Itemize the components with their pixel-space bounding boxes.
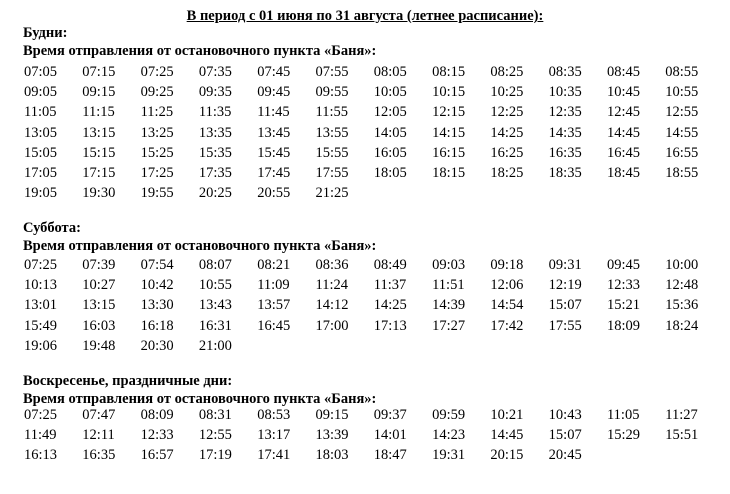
departure-time: 16:35 (82, 447, 116, 464)
departure-time: 12:55 (198, 427, 232, 444)
departure-time: 09:55 (315, 84, 349, 101)
departure-time: 10:55 (665, 84, 699, 101)
departure-time: 12:06 (490, 277, 524, 294)
weekdays-stop-label: Время отправления от остановочного пункта «Баня»: (23, 43, 377, 59)
departure-time: 14:54 (490, 297, 524, 314)
departure-time: 13:55 (315, 124, 349, 141)
departure-time: 11:05 (606, 407, 640, 424)
departure-time: 13:45 (257, 124, 291, 141)
departure-time: 13:15 (82, 297, 116, 314)
departure-time: 17:27 (432, 317, 466, 334)
departure-time: 12:33 (140, 427, 174, 444)
time-row (24, 82, 724, 102)
departure-time: 11:49 (24, 427, 57, 444)
departure-time: 17:41 (257, 447, 291, 464)
departure-time: 09:35 (198, 84, 232, 101)
departure-time: 13:25 (140, 124, 174, 141)
departure-time: 11:15 (82, 104, 115, 121)
departure-time: 09:59 (432, 407, 466, 424)
departure-time: 11:51 (432, 277, 465, 294)
departure-time: 11:35 (198, 104, 232, 121)
departure-time: 20:55 (257, 185, 291, 202)
departure-time: 08:07 (198, 257, 232, 274)
departure-time: 17:55 (315, 165, 349, 182)
departure-time: 18:55 (665, 165, 699, 182)
departure-time: 13:01 (24, 297, 58, 314)
departure-time: 12:15 (432, 104, 466, 121)
departure-time: 15:21 (606, 297, 640, 314)
departure-time: 20:45 (548, 447, 582, 464)
departure-time: 08:49 (373, 257, 407, 274)
departure-time: 21:25 (315, 185, 349, 202)
departure-time: 18:09 (606, 317, 640, 334)
departure-time: 09:03 (432, 257, 466, 274)
time-row (24, 445, 724, 465)
departure-time: 18:03 (315, 447, 349, 464)
departure-time: 16:03 (82, 317, 116, 334)
departure-time: 21:00 (198, 337, 232, 354)
departure-time: 13:57 (257, 297, 291, 314)
departure-time: 10:27 (82, 277, 116, 294)
departure-time: 10:21 (490, 407, 524, 424)
departure-time: 10:05 (373, 84, 407, 101)
departure-time: 13:15 (82, 124, 116, 141)
departure-time: 16:35 (548, 144, 582, 161)
departure-time: 08:15 (432, 64, 466, 81)
time-row (24, 316, 724, 336)
time-row (24, 405, 724, 425)
departure-time: 19:30 (82, 185, 116, 202)
time-row (24, 143, 724, 163)
departure-time: 18:25 (490, 165, 524, 182)
departure-time: 07:54 (140, 257, 174, 274)
departure-time: 07:39 (82, 257, 116, 274)
departure-time: 12:55 (665, 104, 699, 121)
departure-time: 13:30 (140, 297, 174, 314)
departure-time: 16:45 (257, 317, 291, 334)
departure-time: 19:55 (140, 185, 174, 202)
departure-time: 15:05 (24, 144, 58, 161)
departure-time: 09:37 (373, 407, 407, 424)
departure-time: 11:09 (257, 277, 290, 294)
departure-time: 18:15 (432, 165, 466, 182)
departure-time: 16:18 (140, 317, 174, 334)
departure-time: 13:05 (24, 124, 58, 141)
departure-time: 07:47 (82, 407, 116, 424)
departure-time: 10:15 (432, 84, 466, 101)
departure-time: 20:30 (140, 337, 174, 354)
time-row (24, 62, 724, 82)
departure-time: 15:07 (548, 427, 582, 444)
departure-time: 12:35 (548, 104, 582, 121)
departure-time: 09:15 (315, 407, 349, 424)
saturday-stop-label: Время отправления от остановочного пункта «Баня»: (23, 238, 377, 254)
departure-time: 14:39 (432, 297, 466, 314)
departure-time: 08:21 (257, 257, 291, 274)
departure-time: 15:07 (548, 297, 582, 314)
departure-time: 15:51 (665, 427, 699, 444)
departure-time: 16:45 (606, 144, 640, 161)
departure-time: 15:36 (665, 297, 699, 314)
departure-time: 07:55 (315, 64, 349, 81)
departure-time: 08:25 (490, 64, 524, 81)
departure-time: 17:35 (198, 165, 232, 182)
departure-time: 08:45 (606, 64, 640, 81)
departure-time: 07:35 (198, 64, 232, 81)
time-row (24, 275, 724, 295)
departure-time: 08:09 (140, 407, 174, 424)
departure-time: 09:15 (82, 84, 116, 101)
departure-time: 14:55 (665, 124, 699, 141)
departure-time: 17:45 (257, 165, 291, 182)
departure-time: 15:35 (198, 144, 232, 161)
departure-time: 13:35 (198, 124, 232, 141)
departure-time: 17:00 (315, 317, 349, 334)
time-row (24, 255, 724, 275)
departure-time: 15:29 (606, 427, 640, 444)
time-row (24, 295, 724, 315)
departure-time: 10:00 (665, 257, 699, 274)
departure-time: 14:23 (432, 427, 466, 444)
departure-time: 16:05 (373, 144, 407, 161)
departure-time: 15:55 (315, 144, 349, 161)
departure-time: 10:55 (198, 277, 232, 294)
sunday-holidays-stop-label: Время отправления от остановочного пункта «Баня»: (23, 391, 377, 407)
departure-time: 15:49 (24, 317, 58, 334)
departure-time: 10:42 (140, 277, 174, 294)
departure-time: 14:45 (606, 124, 640, 141)
departure-time: 12:25 (490, 104, 524, 121)
time-row (24, 425, 724, 445)
saturday-heading: Суббота: (23, 220, 81, 236)
departure-time: 12:48 (665, 277, 699, 294)
departure-time: 11:05 (24, 104, 57, 121)
departure-time: 09:45 (606, 257, 640, 274)
departure-time: 19:06 (24, 337, 58, 354)
departure-time: 10:35 (548, 84, 582, 101)
departure-time: 08:05 (373, 64, 407, 81)
departure-time: 12:33 (606, 277, 640, 294)
departure-time: 11:25 (140, 104, 174, 121)
departure-time: 08:55 (665, 64, 699, 81)
departure-time: 16:57 (140, 447, 174, 464)
departure-time: 18:05 (373, 165, 407, 182)
departure-time: 07:05 (24, 64, 58, 81)
departure-time: 09:45 (257, 84, 291, 101)
departure-time: 15:45 (257, 144, 291, 161)
departure-time: 14:01 (373, 427, 407, 444)
departure-time: 09:31 (548, 257, 582, 274)
departure-time: 14:15 (432, 124, 466, 141)
departure-time: 12:45 (606, 104, 640, 121)
departure-time: 16:13 (24, 447, 58, 464)
departure-time: 18:24 (665, 317, 699, 334)
departure-time: 14:45 (490, 427, 524, 444)
departure-time: 07:25 (140, 64, 174, 81)
weekdays-heading: Будни: (23, 25, 68, 41)
departure-time: 07:25 (24, 257, 58, 274)
departure-time: 16:25 (490, 144, 524, 161)
departure-time: 07:15 (82, 64, 116, 81)
page-title: В период с 01 июня по 31 августа (летнее расписание): (186, 8, 544, 24)
departure-time: 15:25 (140, 144, 174, 161)
departure-time: 19:31 (432, 447, 466, 464)
departure-time: 11:45 (257, 104, 290, 121)
departure-time: 08:35 (548, 64, 582, 81)
departure-time: 10:25 (490, 84, 524, 101)
sunday-holidays-heading: Воскресенье, праздничные дни: (23, 373, 233, 389)
departure-time: 07:45 (257, 64, 291, 81)
departure-time: 16:55 (665, 144, 699, 161)
departure-time: 17:55 (548, 317, 582, 334)
departure-time: 17:25 (140, 165, 174, 182)
departure-time: 17:13 (373, 317, 407, 334)
departure-time: 10:45 (606, 84, 640, 101)
time-row (24, 336, 724, 356)
departure-time: 11:24 (315, 277, 348, 294)
departure-time: 14:05 (373, 124, 407, 141)
sunday-holidays-times-table (24, 405, 724, 466)
departure-time: 16:15 (432, 144, 466, 161)
time-row (24, 123, 724, 143)
time-row (24, 163, 724, 183)
departure-time: 08:53 (257, 407, 291, 424)
saturday-times-table (24, 255, 724, 356)
time-row (24, 102, 724, 122)
departure-time: 11:37 (373, 277, 407, 294)
departure-time: 18:47 (373, 447, 407, 464)
departure-time: 12:11 (82, 427, 115, 444)
departure-time: 10:13 (24, 277, 58, 294)
departure-time: 19:48 (82, 337, 116, 354)
departure-time: 14:35 (548, 124, 582, 141)
departure-time: 12:19 (548, 277, 582, 294)
departure-time: 14:25 (373, 297, 407, 314)
departure-time: 08:31 (198, 407, 232, 424)
departure-time: 15:15 (82, 144, 116, 161)
departure-time: 14:25 (490, 124, 524, 141)
departure-time: 07:25 (24, 407, 58, 424)
departure-time: 09:25 (140, 84, 174, 101)
departure-time: 09:05 (24, 84, 58, 101)
departure-time: 12:05 (373, 104, 407, 121)
departure-time: 11:55 (315, 104, 348, 121)
departure-time: 10:43 (548, 407, 582, 424)
departure-time: 09:18 (490, 257, 524, 274)
departure-time: 13:39 (315, 427, 349, 444)
departure-time: 16:31 (198, 317, 232, 334)
departure-time: 17:42 (490, 317, 524, 334)
departure-time: 17:15 (82, 165, 116, 182)
departure-time: 18:35 (548, 165, 582, 182)
departure-time: 13:17 (257, 427, 291, 444)
departure-time: 17:19 (198, 447, 232, 464)
departure-time: 18:45 (606, 165, 640, 182)
time-row (24, 183, 724, 203)
departure-time: 19:05 (24, 185, 58, 202)
departure-time: 17:05 (24, 165, 58, 182)
weekdays-times-table (24, 62, 724, 203)
departure-time: 20:15 (490, 447, 524, 464)
departure-time: 20:25 (198, 185, 232, 202)
departure-time: 11:27 (665, 407, 698, 424)
departure-time: 14:12 (315, 297, 349, 314)
departure-time: 13:43 (198, 297, 232, 314)
departure-time: 08:36 (315, 257, 349, 274)
